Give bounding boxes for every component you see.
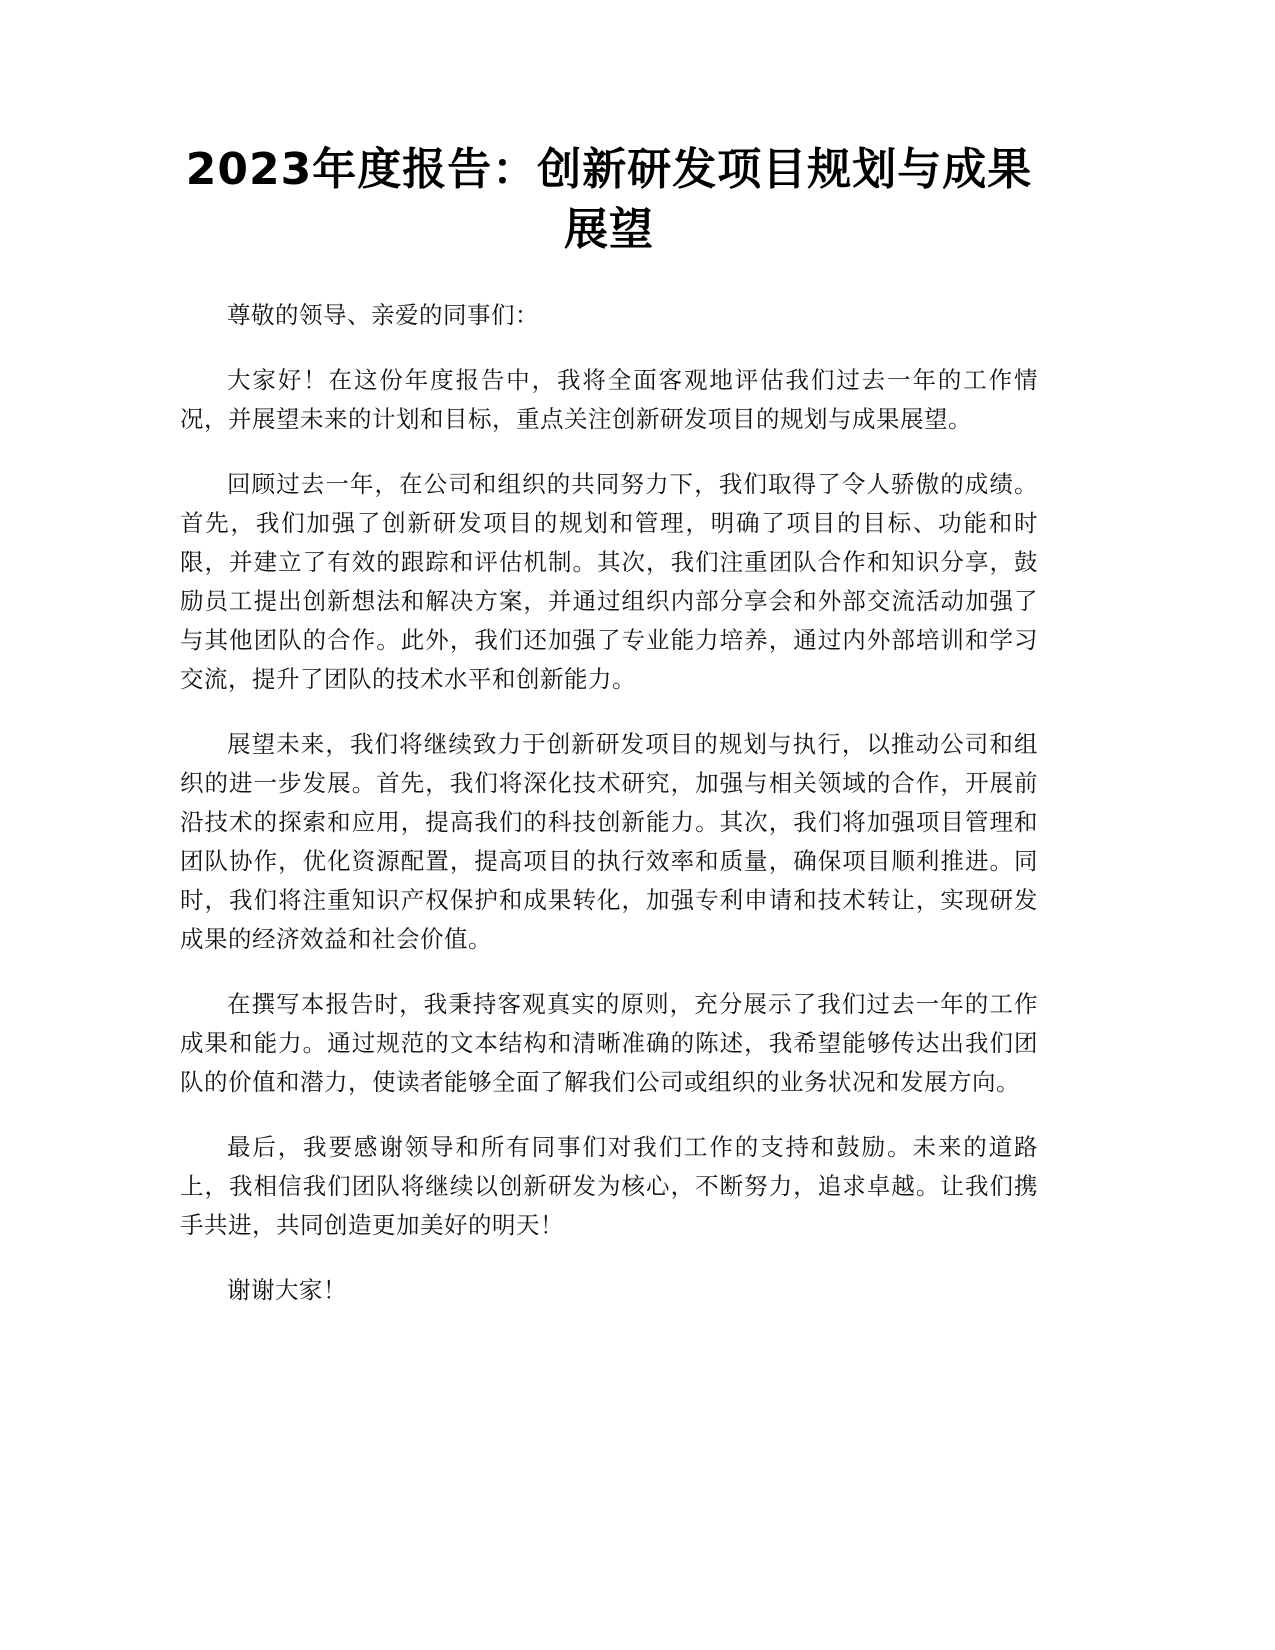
intro-paragraph: 大家好！在这份年度报告中，我将全面客观地评估我们过去一年的工作情况，并展望未来的计划和目标，重点关注创新研发项目的规划与成果展望。 [180,366,1038,433]
closing-paragraph: 谢谢大家！ [227,1276,347,1304]
document-body [180,296,1038,1310]
outlook-paragraph: 展望未来，我们将继续致力于创新研发项目的规划与执行，以推动公司和组织的进一步发展。首先，我们将深化技术研究，加强与相关领域的合作，开展前沿技术的探索和应用，提高我们的科技创新能力。其次，我们将加强项目管理和团队协作，优化资源配置，提高项目的执行效率和质量，确保项目顺利推进。同时，我们将注重知识产权保护和成果转化，加强专利申请和技术转让，实现研发成果的经济效益和社会价值。 [180,730,1038,953]
document-title: 2023年度报告：创新研发项目规划与成果展望 [185,144,1033,255]
principle-paragraph: 在撰写本报告时，我秉持客观真实的原则，充分展示了我们过去一年的工作成果和能力。通过规范的文本结构和清晰准确的陈述，我希望能够传达出我们团队的价值和潜力，使读者能够全面了解我们公司或组织的业务状况和发展方向。 [180,990,1038,1096]
review-paragraph: 回顾过去一年，在公司和组织的共同努力下，我们取得了令人骄傲的成绩。首先，我们加强了创新研发项目的规划和管理，明确了项目的目标、功能和时限，并建立了有效的跟踪和评估机制。其次，我们注重团队合作和知识分享，鼓励员工提出创新想法和解决方案，并通过组织内部分享会和外部交流活动加强了与其他团队的合作。此外，我们还加强了专业能力培养，通过内外部培训和学习交流，提升了团队的技术水平和创新能力。 [180,470,1038,693]
thanks-paragraph: 最后，我要感谢领导和所有同事们对我们工作的支持和鼓励。未来的道路上，我相信我们团队将继续以创新研发为核心，不断努力，追求卓越。让我们携手共进，共同创造更加美好的明天！ [180,1133,1038,1239]
salutation-paragraph: 尊敬的领导、亲爱的同事们： [227,301,539,329]
document-page [180,140,1038,1336]
